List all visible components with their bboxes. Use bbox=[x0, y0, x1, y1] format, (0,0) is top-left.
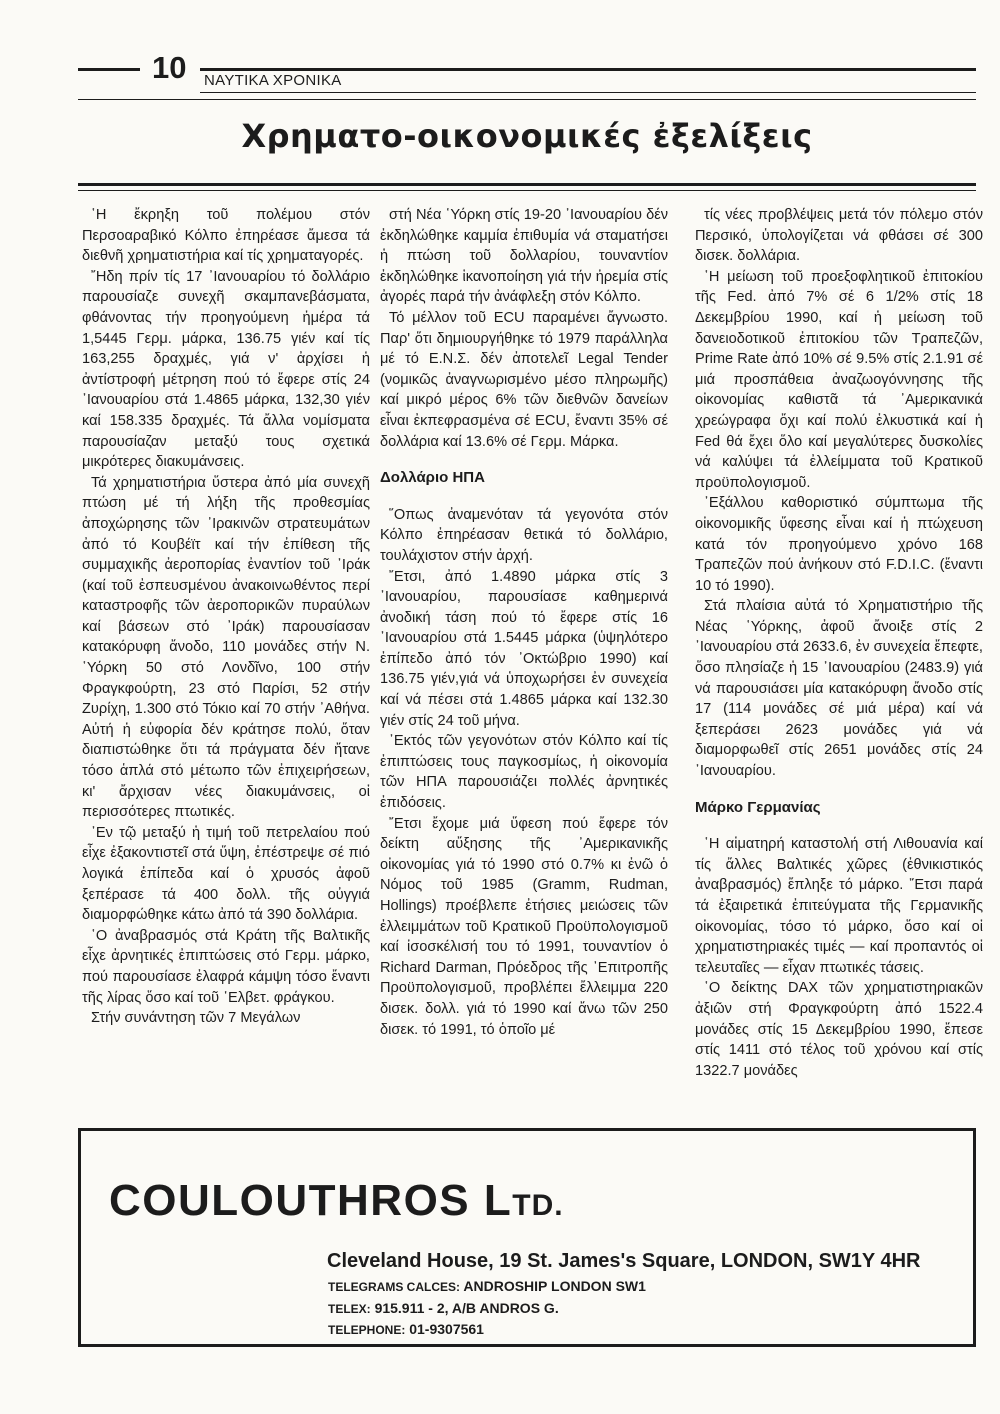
advert-telegrams bbox=[328, 1278, 646, 1295]
telegrams-value: ANDROSHIP LONDON SW1 bbox=[463, 1278, 646, 1294]
paragraph: Τά χρηματιστήρια ὕστερα ἀπό μία συνεχῆ πτώση μέ τή λήξη τῆς προθεσμίας ἀποχώρησης τῶν ᾿Ιρακινῶν στρατευμάτων ἀπό τό Κουβέϊτ καί τήν ἐπίθεση τῆς συμμαχικῆς ἀεροπορίας ἐναντίον τοῦ ᾿Ιράκ (καί τοῦ ἐσπευσμένου ἀνακοινωθέντος περί καταστροφῆς τῶν ἀεροπορικῶν πυραύλων καί βάσεων στό ᾿Ιράκ) παρουσίασαν κατακόρυφη ἄνοδο, 110 μονάδες στήν Ν. ῾Υόρκη 50 στό Λονδῖνο, 100 στήν Φραγκφούρτη, 23 στό Παρίσι, 52 στήν Ζυρίχη, 1.300 στό Τόκιο καί 70 στήν ᾿Αθήνα. Αὐτή ἡ εὐφορία δέν κράτησε πολύ, ὅταν διαπιστώθηκε ὅτι τά πράγματα δέν ἤτανε τόσο ἁπλά στό μέτωπο τῶν ἐπιχειρήσεων, κι' ἄρχισαν νέες διακυμάνσεις, οἱ περισσότερες πτωτικές. bbox=[82, 474, 370, 821]
section-heading-mark: Μάρκο Γερμανίας bbox=[695, 798, 821, 816]
title-rule bbox=[78, 183, 976, 186]
paragraph: ῾Ο ἀναβρασμός στά Κράτη τῆς Βαλτικῆς εἶχε ἀρνητικές ἐπιπτώσεις στό Γερμ. μάρκο, πού παρουσίασε ἐλαφρά κάμψη τόσο ἔναντι τῆς λίρας ὅσο καί τοῦ ῾Ελβετ. φράγκου. bbox=[82, 927, 370, 1006]
telephone-label: TELEPHONE: bbox=[328, 1323, 406, 1337]
paragraph: ῾Ο δείκτης DAX τῶν χρηματιστηριακῶν ἀξιῶν στή Φραγκφούρτη ἀπό 1522.4 μονάδες στίς 15 Δεκεμβρίου 1990, ἔπεσε στίς 1411 στό τέλος τοῦ χρόνου καί στίς 1322.7 μονάδες bbox=[695, 980, 983, 1079]
article-column-3 bbox=[695, 205, 983, 1081]
article-column-2 bbox=[380, 205, 668, 1040]
title-rule bbox=[78, 190, 976, 191]
masthead-rule bbox=[200, 68, 976, 71]
masthead-rule bbox=[78, 68, 140, 71]
paragraph: ῎Ετσι ἔχομε μιά ὕφεση πού ἔφερε τόν δείκτη αὔξησης τῆς ᾿Αμερικανικῆς οἰκονομίας γιά τό 1990 στό 0.7% κι ἐνῶ ὁ Νόμος τοῦ 1985 (Gramm, Rudman, Hollings) προέβλεπε ἐτήσιες μειώσεις τῶν ἐλλειμμάτων τοῦ Κρατικοῦ Προϋπολογισμοῦ καί ἰσοσκέλισή του τό 1991, τουναντίον ὁ Richard Darman, Πρόεδρος τῆς ᾿Επιτροπῆς Προϋπολογισμοῦ, προβλέπει ἔλλειμμα 220 δισεκ. δολλ. γιά τό 1990 καί ἄνω τῶν 250 δισεκ. τό 1991, τό ὁποῖο μέ bbox=[380, 815, 668, 1038]
advert-address: Cleveland House, 19 St. James's Square, LONDON, SW1Y 4HR bbox=[327, 1250, 921, 1272]
magazine-title: ΝΑΥΤΙΚΑ ΧΡΟΝΙΚΑ bbox=[204, 72, 342, 89]
telegrams-label: TELEGRAMS CALCES: bbox=[328, 1280, 460, 1294]
paragraph: ῎Ετσι, ἀπό 1.4890 μάρκα στίς 3 ᾿Ιανουαρίου, παρουσίασε καθημερινά ἀνοδική τάση πού τό ἔφερε στίς 16 ᾿Ιανουαρίου στά 1.5445 μάρκα (ὑψηλότερο ἐπίπεδο ἀπό τόν ᾿Οκτώβριο 1990) καί 136.75 γιέν,γιά νά ὑποχωρήσει ἐν συνεχεία καί νά πέσει στά 1.4865 μάρκα καί 132.30 γιέν στίς 24 τοῦ μήνα. bbox=[380, 568, 668, 729]
paragraph: Τό μέλλον τοῦ ECU παραμένει ἄγνωστο. Παρ' ὅτι δημιουργήθηκε τό 1979 παράλληλα μέ τό Ε.Ν.Σ. δέν ἀποτελεῖ Legal Tender (νομικῶς ἀναγνωρισμένο μέσο πληρωμῆς) καί μικρό μέρος 6% τῶν διεθνῶν δανείων εἶναι ἐκπεφρασμένα σέ ECU, ἔναντι 35% σέ δολλάρια καί 13.6% σέ Γερμ. Μάρκα. bbox=[380, 309, 668, 450]
masthead-rule bbox=[200, 92, 976, 93]
paragraph: ῾Η μείωση τοῦ προεξοφλητικοῦ ἐπιτοκίου τῆς Fed. ἀπό 7% σέ 6 1/2% στίς 18 Δεκεμβρίου 1990, καί ἡ μείωση τοῦ δανειοδοτικοῦ ἐπιτοκίου τῶν Τραπεζῶν, Prime Rate ἀπό 10% σέ 9.5% στίς 2.1.91 σέ μιά προσπάθεια ἀναζωογόννησης τῆς οἰκονομίας καθιστᾶ τά ᾿Αμερικανικά χρεώγραφα ὄχι καί πολύ ἑλκυστικά καί ἡ Fed θά ἔχει ὅλο καί μεγαλύτερες δυσκολίες νά καλύψει τά ἐλλείμματα τοῦ Κρατικοῦ προϋπολογισμοῦ. bbox=[695, 268, 983, 491]
paragraph: ῾Η αἱματηρή καταστολή στή Λιθουανία καί τίς ἄλλες Βαλτικές χῶρες (ἐθνικιστικός ἀναβρασμός) ἔπληξε τό μάρκο. ῎Ετσι παρά τά ἐξαιρετικά ἐπιτεύγματα τῆς Γερμανικῆς οἰκονομίας, τόσο τό μάρκο, ὅσο καί οἱ χρηματιστηριακές τιμές — καί προπαντός οἱ τελευταῖες — εἶχαν πτωτικές τάσεις. bbox=[695, 836, 983, 976]
masthead bbox=[78, 52, 976, 102]
paragraph: ῾Η ἔκρηξη τοῦ πολέμου στόν Περσοαραβικό Κόλπο ἐπηρέασε ἄμεσα τά διεθνῆ χρηματιστήρια καί τίς χρηματαγορές. bbox=[82, 207, 370, 265]
telex-value: 915.911 - 2, A/B ANDROS G. bbox=[374, 1300, 559, 1316]
company-name-main: COULOUTHROS L bbox=[109, 1176, 513, 1225]
paragraph: Στήν συνάντηση τῶν 7 Μεγάλων bbox=[91, 1010, 301, 1027]
paragraph: ᾿Εξάλλου καθοριστικό σύμπτωμα τῆς οἰκονομικῆς ὕφεσης εἶναι καί ἡ πτώχευση κατά τόν προηγούμενο χρόνο 168 Τραπεζῶν πού ἀνήκουν στό F.D.I.C. (ἔναντι 10 τό 1990). bbox=[695, 495, 983, 594]
paragraph: Στά πλαίσια αὐτά τό Χρηματιστήριο τῆς Νέας ῾Υόρκης, ἀφοῦ ἄνοιξε στίς 2 ᾿Ιανουαρίου στά 2633.6, ἐν συνεχεία ἔπεφτε, ὅσο πλησίαζε ἡ 15 ᾿Ιανουαρίου (2483.9) γιά νά παρουσιάσει μία κατακόρυφη ἄνοδο στίς 17 (114 μονάδες σέ μιά μέρα) καί νά ξεπεράσει 2623 μονάδες γιά νά διαμορφωθεῖ στίς 2651 μονάδες στίς 24 ᾿Ιανουαρίου. bbox=[695, 598, 983, 780]
advert-telex bbox=[328, 1300, 559, 1317]
section-heading-dollar: Δολλάριο ΗΠΑ bbox=[380, 469, 485, 487]
telex-label: TELEX: bbox=[328, 1302, 371, 1316]
advertisement-box bbox=[78, 1128, 976, 1347]
page-number: 10 bbox=[152, 50, 187, 85]
paragraph: τίς νέες προβλέψεις μετά τόν πόλεμο στόν Περσικό, ὑπολογίζεται νά φθάσει σέ 300 δισεκ. δολλάρια. bbox=[695, 207, 983, 265]
article-column-1 bbox=[82, 205, 370, 1029]
article-title: Χρηματο-οικονομικές ἐξελίξεις bbox=[241, 117, 813, 155]
paragraph: ᾿Εκτός τῶν γεγονότων στόν Κόλπο καί τίς ἐπιπτώσεις τους παγκοσμίως, ἡ οἰκονομία τῶν ΗΠΑ παρουσιάζει πολλές ἀρνητικές ἐπιδόσεις. bbox=[380, 733, 668, 812]
advert-telephone bbox=[328, 1321, 484, 1338]
telephone-value: 01-9307561 bbox=[409, 1321, 484, 1337]
advert-company-name bbox=[109, 1175, 564, 1232]
masthead-rule bbox=[78, 99, 976, 100]
paragraph: ᾿Εν τῷ μεταξύ ἡ τιμή τοῦ πετρελαίου πού εἶχε ἐξακοντιστεῖ στά ὕψη, ἐπέστρεψε σέ πιό λογικά ἐπίπεδα καί ὁ χρυσός ἀφοῦ ξεπέρασε τά 400 δολλ. τῆς οὐγγιά διαμορφώθηκε κάτω ἀπό τά 390 δολλάρια. bbox=[82, 824, 370, 924]
company-name-suffix: TD. bbox=[512, 1189, 564, 1222]
paragraph: στή Νέα ῾Υόρκη στίς 19-20 ᾿Ιανουαρίου δέν ἐκδηλώθηκε καμμία ἐπιθυμία νά σταματήσει ἡ πτώση τοῦ δολλαρίου, τουναντίον ἐκδηλώθηκε ἱκανοποίηση γιά τήν ἠρεμία στίς ἀγορές παρά τήν ἀνάφλεξη στόν Κόλπο. bbox=[380, 207, 668, 306]
paragraph: ῞Οπως ἀναμενόταν τά γεγονότα στόν Κόλπο ἐπηρέασαν θετικά τό δολλάριο, τουλάχιστον στήν ἀρχή. bbox=[380, 506, 668, 564]
paragraph: ῎Ηδη πρίν τίς 17 ᾿Ιανουαρίου τό δολλάριο παρουσίαζε συνεχῆ σκαμπανεβάσματα, φθάνοντας τήν προηγούμενη ἡμέρα τά 1,5445 Γερμ. μάρκα, 136.75 γιέν καί τίς 163,255 δραχμές, γιά ν' ἀρχίσει ἡ ἀντίστροφή μέτρηση πού τό ἔφερε στίς 24 ᾿Ιανουαρίου στά 1.4865 μάρκα, 132,30 γιέν καί 158.335 δραχμές. Τά ἄλλα νομίσματα παρουσίαζαν μεταξύ τους σχετικά μικρότερες διακυμάνσεις. bbox=[82, 268, 370, 471]
